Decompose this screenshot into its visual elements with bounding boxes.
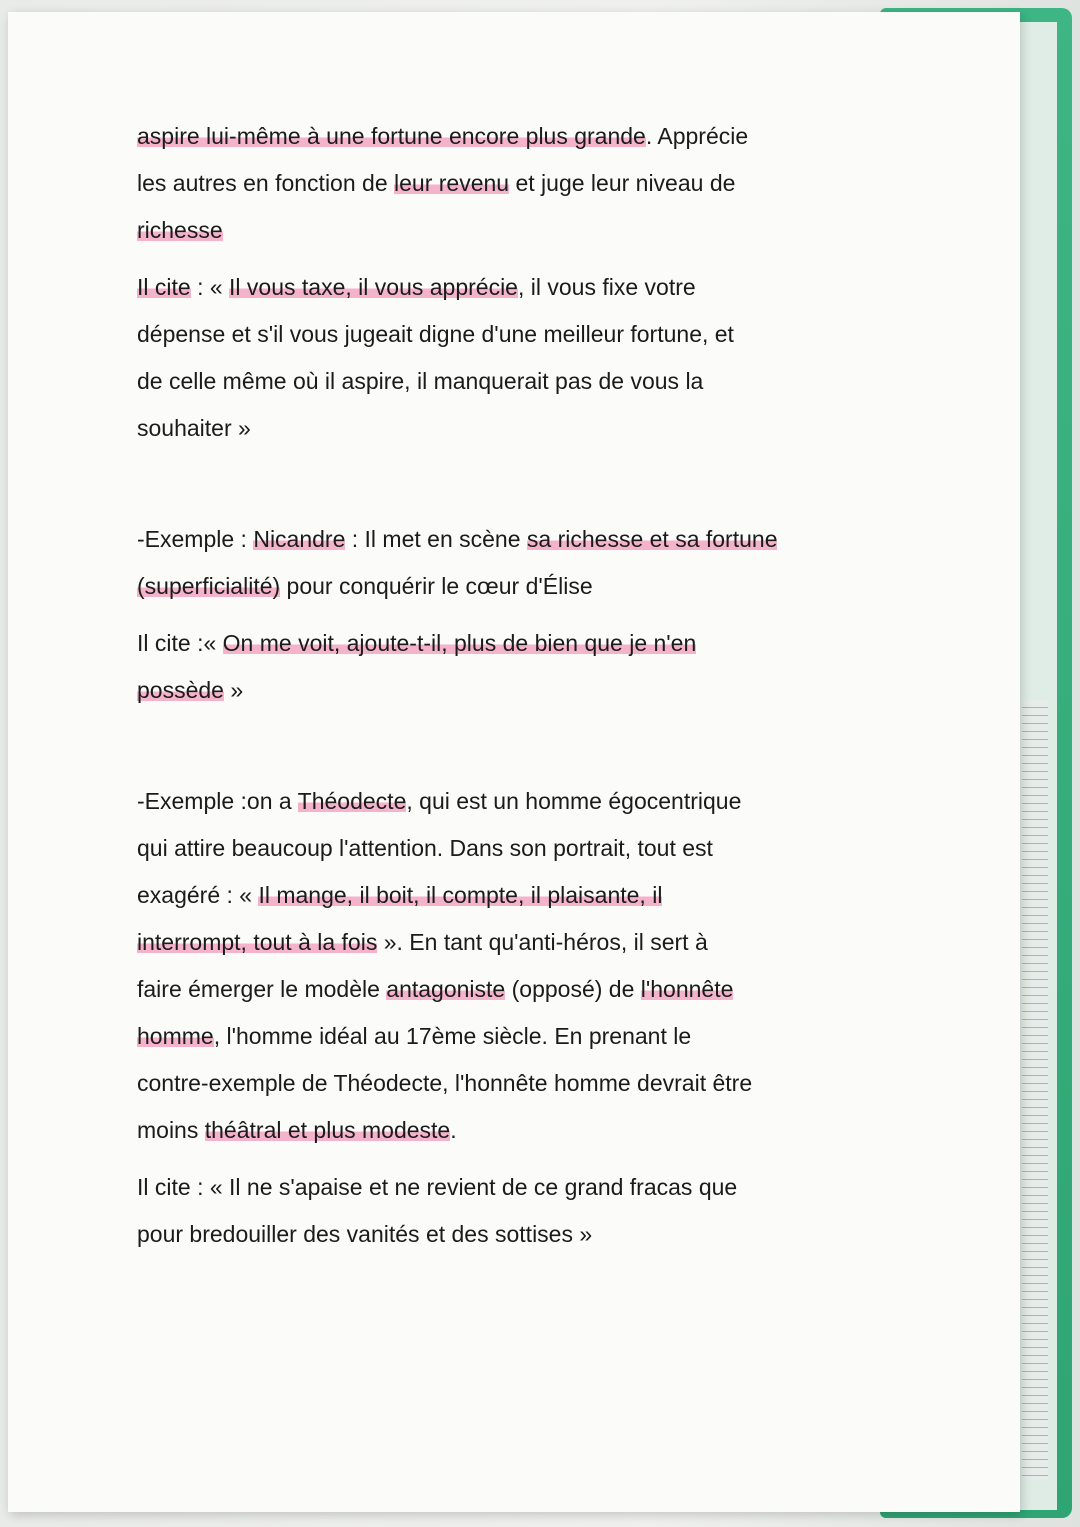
paragraph-line <box>137 160 907 207</box>
highlight: sa richesse et sa fortune <box>526 526 778 552</box>
quote-line: de celle même où il aspire, il manquerait pas de vous la <box>137 368 704 394</box>
quote-line: dépense et s'il vous jugeait digne d'une meilleur fortune, et <box>137 321 734 347</box>
highlight: Il mange, il boit, il compte, il plaisante, il <box>258 882 663 908</box>
text-run: : « <box>190 274 230 300</box>
highlight: antagoniste <box>386 976 506 1002</box>
highlight: l'honnête <box>640 976 734 1002</box>
example-line <box>137 966 907 1013</box>
example-line <box>137 919 907 966</box>
text-run: (opposé) de <box>505 976 641 1002</box>
text-run: -Exemple : <box>137 526 254 552</box>
example-line <box>137 778 907 825</box>
highlight: Théodecte <box>297 788 407 814</box>
example-line <box>137 563 907 610</box>
highlight: richesse <box>137 217 223 243</box>
example-line: contre-exemple de Théodecte, l'honnête homme devrait être <box>137 1070 753 1096</box>
paragraph-line <box>137 207 907 254</box>
text-run: . <box>450 1117 457 1143</box>
highlight: On me voit, ajoute-t-il, plus de bien que je n'en <box>222 630 697 656</box>
quote-line <box>137 620 907 667</box>
highlight: homme <box>137 1023 214 1049</box>
example-line: qui attire beaucoup l'attention. Dans son portrait, tout est <box>137 835 713 861</box>
text-run: , il vous fixe votre <box>517 274 696 300</box>
quote-line <box>137 264 907 311</box>
paragraph-line <box>137 113 907 160</box>
example-line <box>137 872 907 919</box>
example-line <box>137 1013 907 1060</box>
text-run: : Il met en scène <box>345 526 527 552</box>
quote-line: Il cite : « Il ne s'apaise et ne revient de ce grand fracas que <box>137 1174 738 1200</box>
example-line <box>137 1107 907 1154</box>
document-text <box>137 113 907 1258</box>
example-line <box>137 516 907 563</box>
text-run: pour conquérir le cœur d'Élise <box>280 573 593 599</box>
highlight: aspire lui-même à une fortune encore plus grande <box>137 123 646 149</box>
highlight: Il cite <box>137 274 191 300</box>
highlight: possède <box>137 677 224 703</box>
quote-line <box>137 667 907 714</box>
highlight: Il vous taxe, il vous apprécie <box>229 274 518 300</box>
text-run: exagéré : « <box>137 882 259 908</box>
quote-line: pour bredouiller des vanités et des sottises » <box>137 1221 593 1247</box>
text-run: et juge leur niveau de <box>509 170 736 196</box>
folder-ruler-edge <box>1022 700 1048 1480</box>
text-run: moins <box>137 1117 205 1143</box>
text-run: , l'homme idéal au 17ème siècle. En prenant le <box>213 1023 692 1049</box>
highlight: leur revenu <box>394 170 510 196</box>
highlight: interrompt, tout à la fois <box>137 929 378 955</box>
text-run: . Apprécie <box>645 123 749 149</box>
highlight: théâtral et plus modeste <box>204 1117 451 1143</box>
text-run: les autres en fonction de <box>137 170 394 196</box>
text-run: » <box>223 677 244 703</box>
text-run: -Exemple :on a <box>137 788 298 814</box>
highlight: Nicandre <box>253 526 346 552</box>
text-run: Il cite :« <box>137 630 223 656</box>
text-run: faire émerger le modèle <box>137 976 387 1002</box>
text-run: , qui est un homme égocentrique <box>406 788 742 814</box>
text-run: ». En tant qu'anti-héros, il sert à <box>377 929 708 955</box>
highlight: (superficialité) <box>137 573 281 599</box>
quote-line: souhaiter » <box>137 415 251 441</box>
